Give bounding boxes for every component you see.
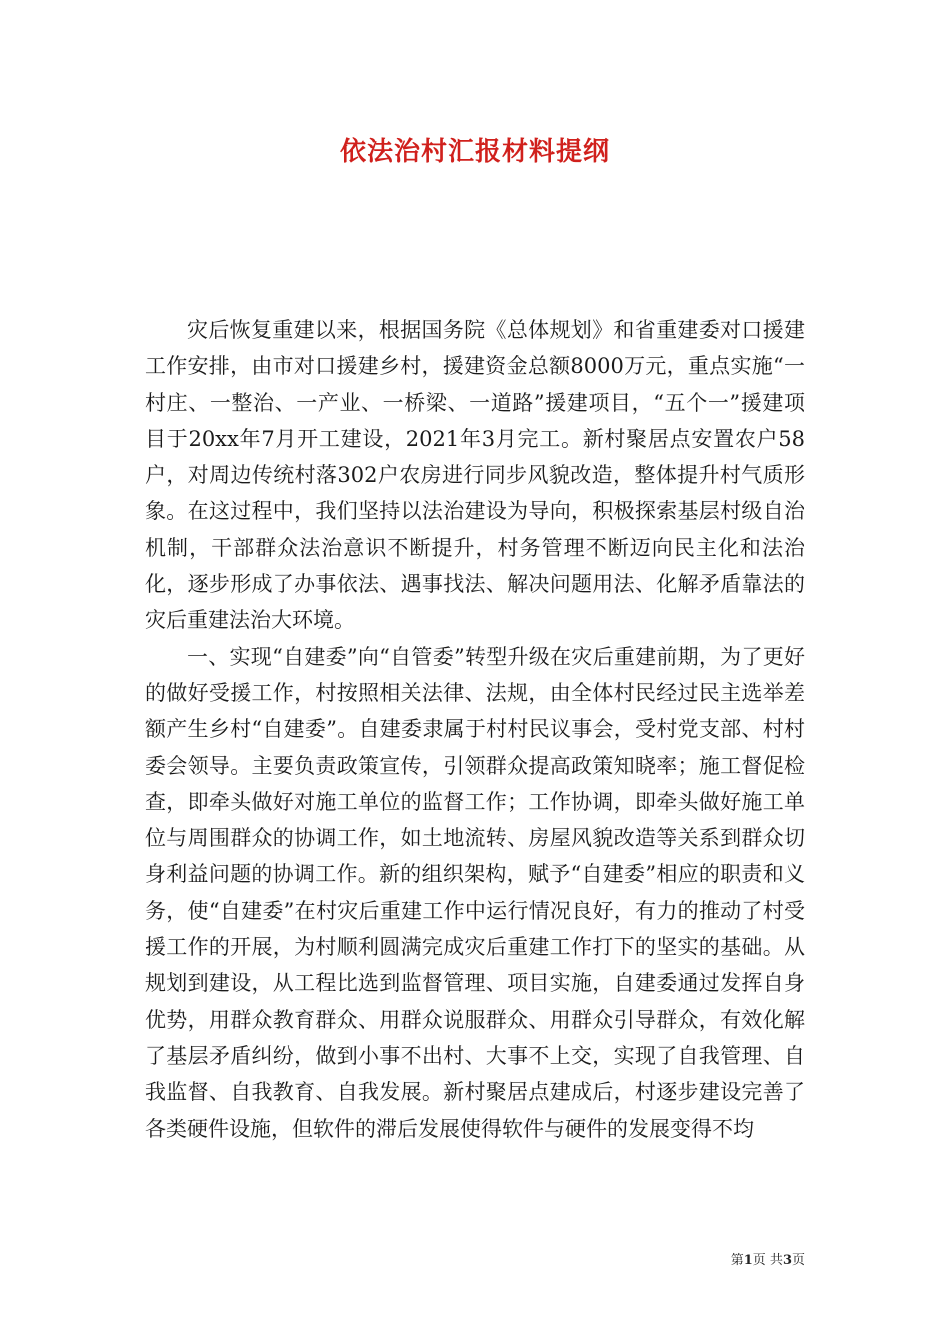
document-title: 依法治村汇报材料提纲 — [339, 137, 610, 167]
paragraph-intro: 灾后恢复重建以来，根据国务院《总体规划》和省重建委对口援建工作安排，由市对口援建乡村，援建资金总额8000万元，重点实施“一村庄、一整治、一产业、一桥梁、一道路”援建项目，“五个一”援建项目于20xx年7月开工建设，2021年3月完工。新村聚居点安置农户58户，对周边传统村落302户农房进行同步风貌改造，整体提升村气质形象。在这过程中，我们坚持以法治建设为导向，积极探索基层村级自治机制，干部群众法治意识不断提升，村务管理不断迈向民主化和法治化，逐步形成了办事依法、遇事找法、解决问题用法、化解矛盾靠法的灾后重建法治大环境。 — [145, 318, 805, 633]
current-page-number: 1 — [743, 1253, 753, 1268]
page-number-footer — [731, 1249, 805, 1268]
page-prefix: 第 — [730, 1253, 744, 1268]
page-suffix: 页 — [791, 1253, 805, 1268]
paragraph-section-one: 一、实现“自建委”向“自管委”转型升级在灾后重建前期，为了更好的做好受援工作，村按照相关法律、法规，由全体村民经过民主选举差额产生乡村“自建委”。自建委隶属于村村民议事会，受村党支部、村村委会领导。主要负责政策宣传，引领群众提高政策知晓率；施工督促检查，即牵头做好对施工单位的监督工作；工作协调，即牵头做好施工单位与周围群众的协调工作，如土地流转、房屋风貌改造等关系到群众切身利益问题的协调工作。新的组织架构，赋予“自建委”相应的职责和义务，使“自建委”在村灾后重建工作中运行情况良好，有力的推动了村受援工作的开展，为村顺利圆满完成灾后重建工作打下的坚实的基础。从规划到建设，从工程比选到监督管理、项目实施，自建委通过发挥自身优势，用群众教育群众、用群众说服群众、用群众引导群众，有效化解了基层矛盾纠纷，做到小事不出村、大事不上交，实现了自我管理、自我监督、自我教育、自我发展。新村聚居点建成后，村逐步建设完善了各类硬件设施，但软件的滞后发展使得软件与硬件的发展变得不均 — [145, 644, 805, 1141]
document-body — [145, 312, 805, 1147]
total-pages-number: 3 — [782, 1253, 792, 1268]
page-middle-text: 页 共 — [752, 1253, 783, 1268]
